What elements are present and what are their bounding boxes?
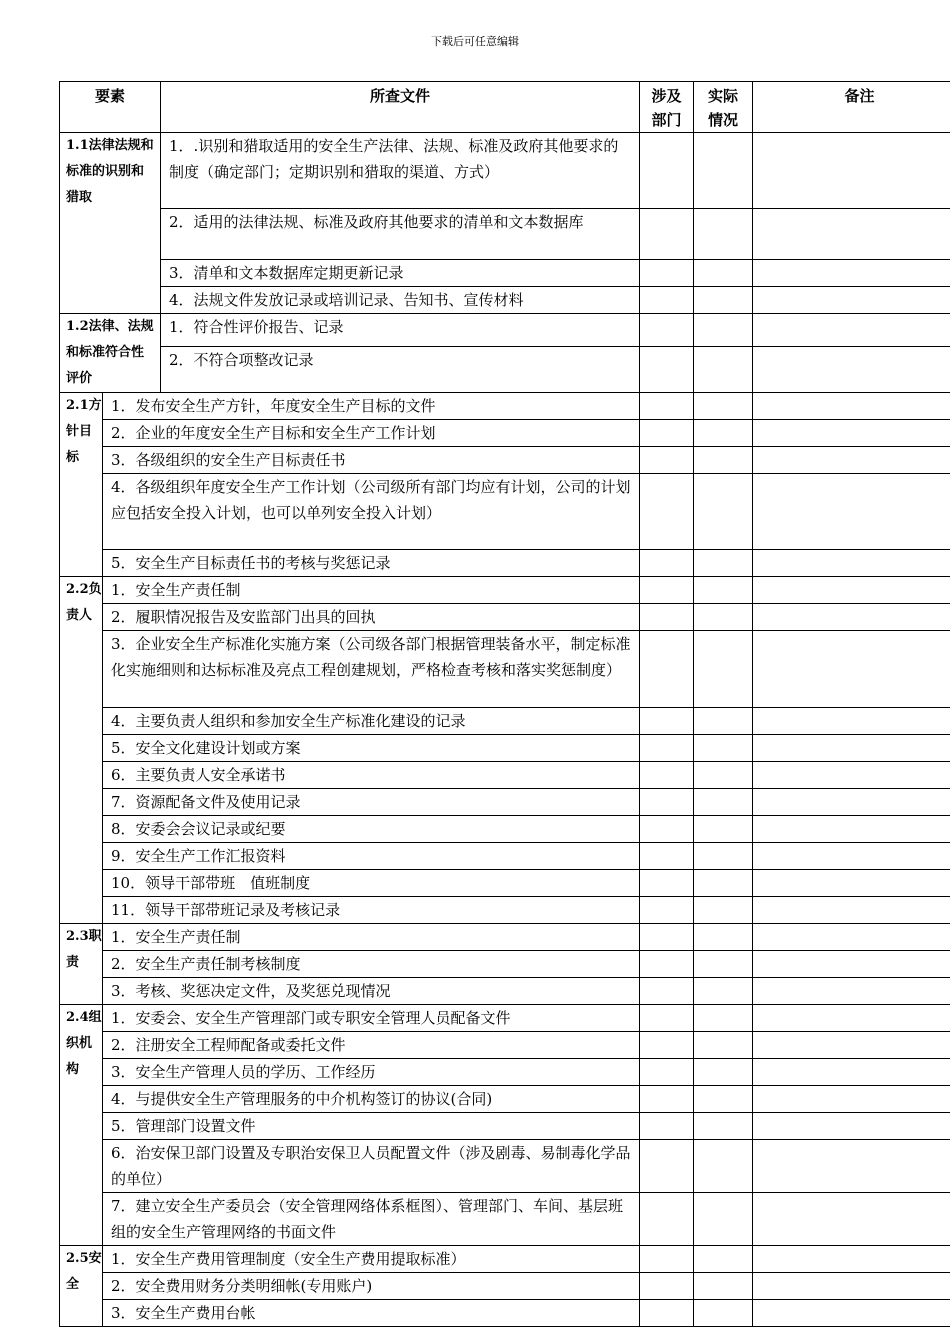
involved-dept-cell[interactable] xyxy=(640,816,694,843)
table-row xyxy=(60,604,950,631)
actual-status-cell[interactable] xyxy=(694,577,753,604)
document-item: 2．安全生产责任制考核制度 xyxy=(103,951,640,978)
section-title: 2.4组织机构 xyxy=(60,1005,103,1246)
document-item: 9．安全生产工作汇报资料 xyxy=(103,843,640,870)
remarks-cell[interactable] xyxy=(753,550,950,577)
involved-dept-cell[interactable] xyxy=(640,393,694,420)
involved-dept-cell[interactable] xyxy=(640,870,694,897)
involved-dept-cell[interactable] xyxy=(640,346,694,392)
actual-status-cell[interactable] xyxy=(694,604,753,631)
table-row xyxy=(60,1005,950,1032)
table-row xyxy=(60,287,950,314)
document-item: 3．企业安全生产标准化实施方案（公司级各部门根据管理装备水平，制定标准化实施细则和达标标准及亮点工程创建规划，严格检查考核和落实奖惩制度） xyxy=(103,631,640,708)
remarks-cell[interactable] xyxy=(753,708,950,735)
remarks-cell[interactable] xyxy=(753,870,950,897)
table-row xyxy=(60,816,950,843)
actual-status-cell[interactable] xyxy=(694,708,753,735)
remarks-cell[interactable] xyxy=(753,1005,950,1032)
actual-status-cell[interactable] xyxy=(694,1086,753,1113)
involved-dept-cell[interactable] xyxy=(640,843,694,870)
table-row xyxy=(60,631,950,708)
actual-status-cell[interactable] xyxy=(694,789,753,816)
page-note: 下载后可任意编辑 xyxy=(431,35,519,48)
remarks-cell[interactable] xyxy=(753,1086,950,1113)
remarks-cell[interactable] xyxy=(753,474,950,550)
remarks-cell[interactable] xyxy=(753,209,950,260)
document-item: 2．履职情况报告及安监部门出具的回执 xyxy=(103,604,640,631)
table-row xyxy=(60,1246,950,1273)
actual-status-cell[interactable] xyxy=(694,1300,753,1327)
actual-status-cell[interactable] xyxy=(694,631,753,708)
table-row xyxy=(60,550,950,577)
actual-status-cell[interactable] xyxy=(694,897,753,924)
document-item: 4．法规文件发放记录或培训记录、告知书、宣传材料 xyxy=(161,287,640,314)
table-row xyxy=(60,951,950,978)
remarks-cell[interactable] xyxy=(753,1032,950,1059)
document-item: 11．领导干部带班记录及考核记录 xyxy=(103,897,640,924)
actual-status-cell[interactable] xyxy=(694,1140,753,1193)
remarks-cell[interactable] xyxy=(753,1193,950,1246)
remarks-cell[interactable] xyxy=(753,420,950,447)
remarks-cell[interactable] xyxy=(753,735,950,762)
table-row xyxy=(60,447,950,474)
document-item: 7．建立安全生产委员会（安全管理网络体系框图）、管理部门、车间、基层班组的安全生产管理网络的书面文件 xyxy=(103,1193,640,1246)
remarks-cell[interactable] xyxy=(753,133,950,209)
table-row xyxy=(60,133,950,209)
involved-dept-cell[interactable] xyxy=(640,1059,694,1086)
table-row xyxy=(60,474,950,550)
involved-dept-cell[interactable] xyxy=(640,550,694,577)
actual-status-cell[interactable] xyxy=(694,1193,753,1246)
table-row xyxy=(60,1273,950,1300)
remarks-cell[interactable] xyxy=(753,924,950,951)
remarks-cell[interactable] xyxy=(753,789,950,816)
remarks-cell[interactable] xyxy=(753,1113,950,1140)
actual-status-cell[interactable] xyxy=(694,735,753,762)
remarks-cell[interactable] xyxy=(753,577,950,604)
actual-status-cell[interactable] xyxy=(694,924,753,951)
remarks-cell[interactable] xyxy=(753,1273,950,1300)
remarks-cell[interactable] xyxy=(753,260,950,287)
remarks-cell[interactable] xyxy=(753,1246,950,1273)
table-row xyxy=(60,870,950,897)
involved-dept-cell[interactable] xyxy=(640,631,694,708)
remarks-cell[interactable] xyxy=(753,1300,950,1327)
document-item: 3．安全生产费用台帐 xyxy=(103,1300,640,1327)
document-checklist-table xyxy=(59,81,950,1327)
actual-status-cell[interactable] xyxy=(694,393,753,420)
actual-status-cell[interactable] xyxy=(694,1113,753,1140)
actual-status-cell[interactable] xyxy=(694,314,753,347)
involved-dept-cell[interactable] xyxy=(640,447,694,474)
involved-dept-cell[interactable] xyxy=(640,1005,694,1032)
table-row xyxy=(60,897,950,924)
table-row xyxy=(60,209,950,260)
table-row xyxy=(60,420,950,447)
document-item: 10．领导干部带班 值班制度 xyxy=(103,870,640,897)
involved-dept-cell[interactable] xyxy=(640,1246,694,1273)
table-row xyxy=(60,577,950,604)
involved-dept-cell[interactable] xyxy=(640,287,694,314)
header-row xyxy=(60,82,950,133)
involved-dept-cell[interactable] xyxy=(640,604,694,631)
table-row xyxy=(60,708,950,735)
table-row xyxy=(60,1086,950,1113)
section-title: 2.3职责 xyxy=(60,924,103,1005)
involved-dept-cell[interactable] xyxy=(640,924,694,951)
document-item: 4．与提供安全生产管理服务的中介机构签订的协议(合同) xyxy=(103,1086,640,1113)
actual-status-cell[interactable] xyxy=(694,260,753,287)
document-item: 6．主要负责人安全承诺书 xyxy=(103,762,640,789)
document-item: 8．安委会会议记录或纪要 xyxy=(103,816,640,843)
table-row xyxy=(60,1032,950,1059)
involved-dept-cell[interactable] xyxy=(640,577,694,604)
actual-status-cell[interactable] xyxy=(694,474,753,550)
actual-status-cell[interactable] xyxy=(694,420,753,447)
table-row xyxy=(60,762,950,789)
document-item: 5．安全文化建设计划或方案 xyxy=(103,735,640,762)
actual-status-cell[interactable] xyxy=(694,287,753,314)
involved-dept-cell[interactable] xyxy=(640,420,694,447)
remarks-cell[interactable] xyxy=(753,287,950,314)
remarks-cell[interactable] xyxy=(753,314,950,347)
involved-dept-cell[interactable] xyxy=(640,762,694,789)
actual-status-cell[interactable] xyxy=(694,346,753,392)
involved-dept-cell[interactable] xyxy=(640,1273,694,1300)
table-row xyxy=(60,978,950,1005)
document-item: 5．管理部门设置文件 xyxy=(103,1113,640,1140)
remarks-cell[interactable] xyxy=(753,631,950,708)
remarks-cell[interactable] xyxy=(753,604,950,631)
document-item: 3．各级组织的安全生产目标责任书 xyxy=(103,447,640,474)
table-row xyxy=(60,393,950,420)
remarks-cell[interactable] xyxy=(753,393,950,420)
actual-status-cell[interactable] xyxy=(694,843,753,870)
table-row xyxy=(60,843,950,870)
actual-status-cell[interactable] xyxy=(694,550,753,577)
remarks-cell[interactable] xyxy=(753,897,950,924)
involved-dept-cell[interactable] xyxy=(640,1032,694,1059)
section-title: 2.5安全 xyxy=(60,1246,103,1327)
actual-status-cell[interactable] xyxy=(694,816,753,843)
document-item: 1．发布安全生产方针，年度安全生产目标的文件 xyxy=(103,393,640,420)
document-item: 1．.识别和猎取适用的安全生产法律、法规、标准及政府其他要求的制度（确定部门；定期识别和猎取的渠道、方式） xyxy=(161,133,640,209)
actual-status-cell[interactable] xyxy=(694,870,753,897)
table-row xyxy=(60,735,950,762)
header-remarks: 备注 xyxy=(753,82,950,133)
remarks-cell[interactable] xyxy=(753,1059,950,1086)
table-row xyxy=(60,1300,950,1327)
document-item: 2．企业的年度安全生产目标和安全生产工作计划 xyxy=(103,420,640,447)
document-item: 3．考核、奖惩决定文件，及奖惩兑现情况 xyxy=(103,978,640,1005)
document-item: 7．资源配备文件及使用记录 xyxy=(103,789,640,816)
document-item: 1．安委会、安全生产管理部门或专职安全管理人员配备文件 xyxy=(103,1005,640,1032)
involved-dept-cell[interactable] xyxy=(640,314,694,347)
table-row xyxy=(60,1193,950,1246)
document-item: 1．符合性评价报告、记录 xyxy=(161,314,640,347)
remarks-cell[interactable] xyxy=(753,1140,950,1193)
document-item: 4．各级组织年度安全生产工作计划（公司级所有部门均应有计划，公司的计划应包括安全投入计划，也可以单列安全投入计划） xyxy=(103,474,640,550)
document-item: 1．安全生产费用管理制度（安全生产费用提取标准） xyxy=(103,1246,640,1273)
actual-status-cell[interactable] xyxy=(694,1273,753,1300)
remarks-cell[interactable] xyxy=(753,346,950,392)
table-row xyxy=(60,260,950,287)
involved-dept-cell[interactable] xyxy=(640,133,694,209)
actual-status-cell[interactable] xyxy=(694,1032,753,1059)
involved-dept-cell[interactable] xyxy=(640,1086,694,1113)
document-item: 2．不符合项整改记录 xyxy=(161,346,640,392)
involved-dept-cell[interactable] xyxy=(640,209,694,260)
involved-dept-cell[interactable] xyxy=(640,1193,694,1246)
involved-dept-cell[interactable] xyxy=(640,897,694,924)
remarks-cell[interactable] xyxy=(753,951,950,978)
section-title: 1.2法律、法规和标准符合性评价 xyxy=(60,314,161,393)
document-item: 2．安全费用财务分类明细帐(专用账户) xyxy=(103,1273,640,1300)
actual-status-cell[interactable] xyxy=(694,1246,753,1273)
remarks-cell[interactable] xyxy=(753,762,950,789)
header-documents: 所查文件 xyxy=(161,82,640,133)
document-item: 6．治安保卫部门设置及专职治安保卫人员配置文件（涉及剧毒、易制毒化学品的单位） xyxy=(103,1140,640,1193)
involved-dept-cell[interactable] xyxy=(640,260,694,287)
document-item: 2．注册安全工程师配备或委托文件 xyxy=(103,1032,640,1059)
actual-status-cell[interactable] xyxy=(694,209,753,260)
header-involved-dept: 涉及 部门 xyxy=(640,82,694,133)
remarks-cell[interactable] xyxy=(753,447,950,474)
table-row xyxy=(60,1059,950,1086)
table-row xyxy=(60,1113,950,1140)
involved-dept-cell[interactable] xyxy=(640,1140,694,1193)
table-row xyxy=(60,924,950,951)
table-row xyxy=(60,789,950,816)
involved-dept-cell[interactable] xyxy=(640,474,694,550)
document-item: 2．适用的法律法规、标准及政府其他要求的清单和文本数据库 xyxy=(161,209,640,260)
actual-status-cell[interactable] xyxy=(694,447,753,474)
document-item: 5．安全生产目标责任书的考核与奖惩记录 xyxy=(103,550,640,577)
document-item: 1．安全生产责任制 xyxy=(103,577,640,604)
document-item: 1．安全生产责任制 xyxy=(103,924,640,951)
involved-dept-cell[interactable] xyxy=(640,708,694,735)
involved-dept-cell[interactable] xyxy=(640,978,694,1005)
remarks-cell[interactable] xyxy=(753,843,950,870)
involved-dept-cell[interactable] xyxy=(640,951,694,978)
table-row xyxy=(60,346,950,392)
document-item: 4．主要负责人组织和参加安全生产标准化建设的记录 xyxy=(103,708,640,735)
remarks-cell[interactable] xyxy=(753,978,950,1005)
involved-dept-cell[interactable] xyxy=(640,789,694,816)
actual-status-cell[interactable] xyxy=(694,1059,753,1086)
remarks-cell[interactable] xyxy=(753,816,950,843)
table-row xyxy=(60,1140,950,1193)
involved-dept-cell[interactable] xyxy=(640,1300,694,1327)
actual-status-cell[interactable] xyxy=(694,978,753,1005)
actual-status-cell[interactable] xyxy=(694,133,753,209)
section-title: 1.1法律法规和标准的识别和猎取 xyxy=(60,133,161,314)
actual-status-cell[interactable] xyxy=(694,762,753,789)
document-item: 3．清单和文本数据库定期更新记录 xyxy=(161,260,640,287)
header-element: 要素 xyxy=(60,82,161,133)
actual-status-cell[interactable] xyxy=(694,1005,753,1032)
involved-dept-cell[interactable] xyxy=(640,735,694,762)
involved-dept-cell[interactable] xyxy=(640,1113,694,1140)
actual-status-cell[interactable] xyxy=(694,951,753,978)
document-item: 3．安全生产管理人员的学历、工作经历 xyxy=(103,1059,640,1086)
table-row xyxy=(60,314,950,347)
section-title: 2.2负责人 xyxy=(60,577,103,924)
section-title: 2.1方针目标 xyxy=(60,393,103,577)
header-actual: 实际 情况 xyxy=(694,82,753,133)
